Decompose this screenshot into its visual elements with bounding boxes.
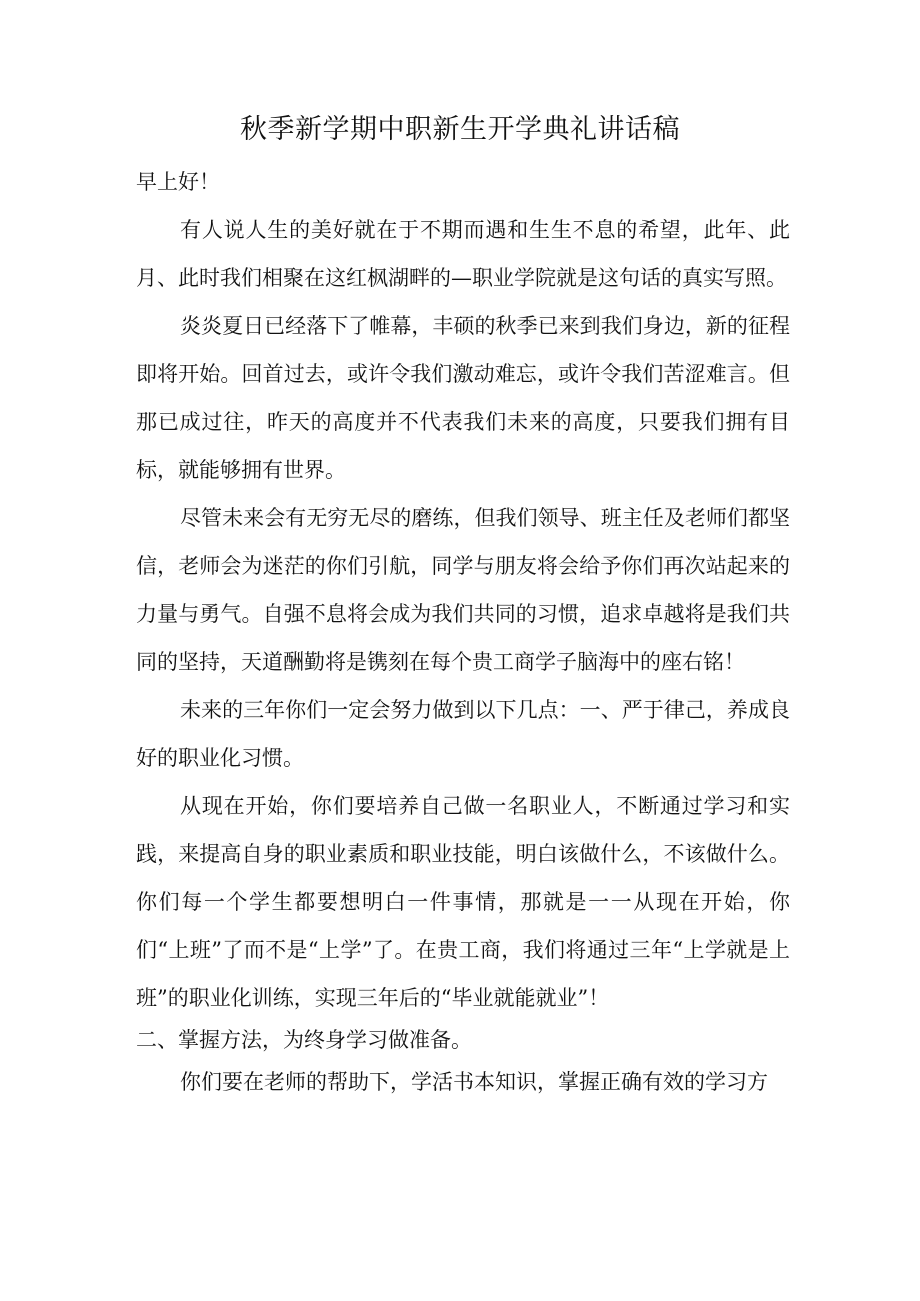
paragraph-6: 你们要在老师的帮助下，学活书本知识，掌握正确有效的学习方 <box>180 1070 768 1094</box>
paragraph-3: 尽管未来会有无穷无尽的磨练，但我们领导、班主任及老师们都坚信，老师会为迷茫的你们引航，同学与朋友将会给予你们再次站起来的力量与勇气。自强不息将会成为我们共同的习惯，追求卓越将是我们共同的坚持，天道酬勤将是镌刻在每个贵工商学子脑海中的座右铭！ <box>136 506 790 674</box>
paragraph-1: 有人说人生的美好就在于不期而遇和生生不息的希望，此年、此月、此时我们相聚在这红枫湖畔的—职业学院就是这句话的真实写照。 <box>136 218 790 290</box>
paragraph-4: 未来的三年你们一定会努力做到以下几点：一、严于律己，养成良好的职业化习惯。 <box>136 698 790 770</box>
section-heading-two: 二、掌握方法，为终身学习做准备。 <box>136 1028 472 1052</box>
paragraph-2: 炎炎夏日已经落下了帷幕，丰硕的秋季已来到我们身边，新的征程即将开始。回首过去，或许令我们激动难忘，或许令我们苦涩难言。但那已成过往，昨天的高度并不代表我们未来的高度，只要我们拥有目标，就能够拥有世界。 <box>136 314 790 482</box>
document-title: 秋季新学期中职新生开学典礼讲话稿 <box>240 114 680 145</box>
greeting: 早上好！ <box>136 170 220 194</box>
document-body <box>136 158 790 1106</box>
paragraph-5: 从现在开始，你们要培养自己做一名职业人，不断通过学习和实践，来提高自身的职业素质和职业技能，明白该做什么，不该做什么。你们每一个学生都要想明白一件事情，那就是一一从现在开始，你们“上班”了而不是“上学”了。在贵工商，我们将通过三年“上学就是上班”的职业化训练，实现三年后的“毕业就能就业”！ <box>136 794 790 1010</box>
